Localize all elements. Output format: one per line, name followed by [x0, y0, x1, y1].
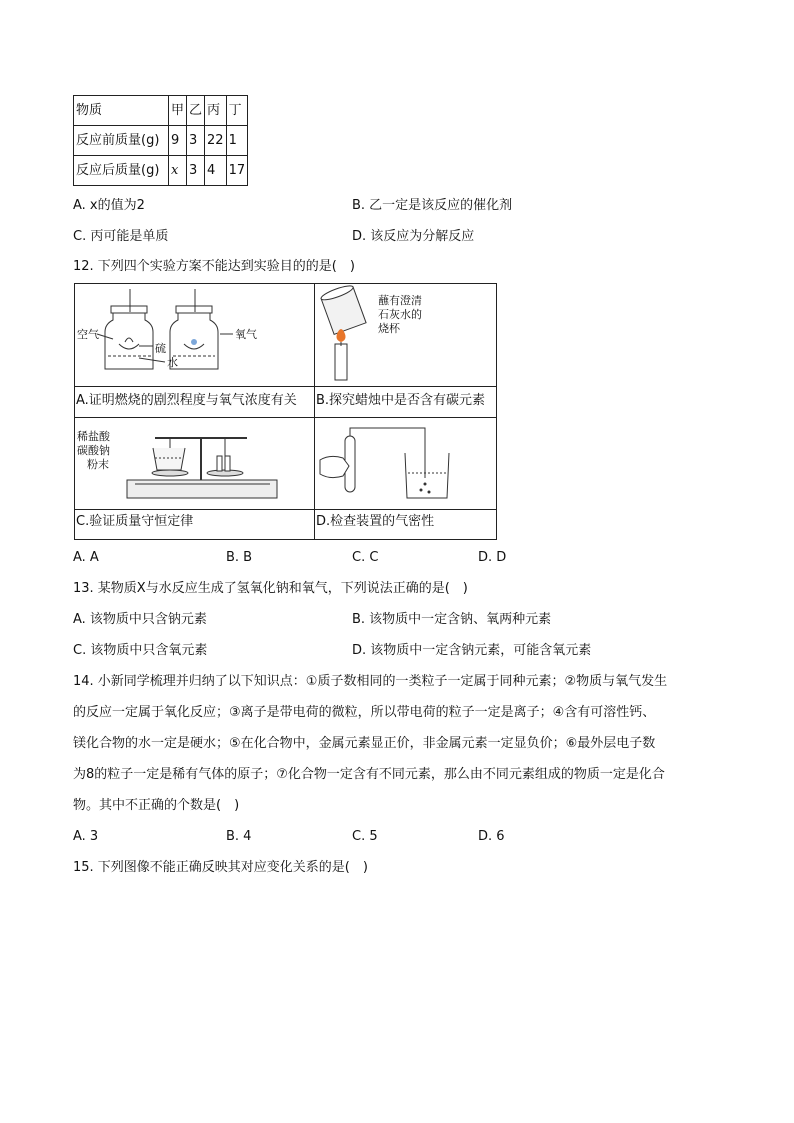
table-cell: 9 — [169, 126, 187, 156]
label-oxygen: 氧气 — [235, 328, 257, 341]
q12-stem: 12. 下列四个实验方案不能达到实验目的的是( ) — [73, 259, 355, 274]
table-cell: 1 — [226, 126, 248, 156]
table-cell: 反应前质量(g) — [74, 126, 169, 156]
table-cell: 4 — [205, 156, 227, 186]
table-cell: 3 — [187, 126, 205, 156]
label-carbonate-line1: 碳酸钠 — [77, 444, 110, 457]
q13-option-c: C. 该物质中只含氧元素 — [73, 643, 208, 658]
q11-option-d: D. 该反应为分解反应 — [352, 229, 475, 244]
q14-text-line: 物。其中不正确的个数是( ) — [73, 798, 240, 813]
table-header-cell: 乙 — [187, 96, 205, 126]
table-cell: 17 — [226, 156, 248, 186]
label-air: 空气 — [77, 328, 99, 341]
q14-option-d: D. 6 — [478, 829, 505, 844]
label-beaker-line1: 蘸有澄清 — [378, 294, 422, 307]
table-cell: x — [169, 156, 187, 186]
table-header-row — [74, 96, 248, 126]
q13-stem: 13. 某物质X与水反应生成了氢氧化钠和氧气，下列说法正确的是( ) — [73, 581, 468, 596]
q11-option-a: A. x的值为2 — [73, 198, 145, 213]
table-header-cell: 甲 — [169, 96, 187, 126]
grid-divider — [75, 509, 496, 510]
table-cell: 3 — [187, 156, 205, 186]
q14-option-c: C. 5 — [352, 829, 378, 844]
caption-d: D.检查装置的气密性 — [316, 514, 435, 529]
label-acid: 稀盐酸 — [77, 430, 110, 443]
table-header-cell: 丙 — [205, 96, 227, 126]
q14-text-line: 为8的粒子一定是稀有气体的原子；⑦化合物一定含有不同元素，那么由不同元素组成的物质一定是化合 — [73, 767, 665, 782]
q11-option-b: B. 乙一定是该反应的催化剂 — [352, 198, 513, 213]
label-water: 水 — [167, 356, 178, 369]
q14-text-line: 14. 小新同学梳理并归纳了以下知识点：①质子数相同的一类粒子一定属于同种元素；②物质与氧气发生 — [73, 674, 668, 689]
label-beaker-line3: 烧杯 — [378, 322, 400, 335]
table-row — [74, 156, 248, 186]
q13-option-b: B. 该物质中一定含钠、氧两种元素 — [352, 612, 552, 627]
q12-option-d: D. D — [478, 550, 507, 565]
q12-option-a: A. A — [73, 550, 99, 565]
figure-d-airtightness — [315, 418, 498, 509]
caption-c: C.验证质量守恒定律 — [76, 514, 194, 529]
mass-table — [73, 95, 248, 186]
q14-text-line: 的反应一定属于氧化反应；③离子是带电荷的微粒，所以带电荷的粒子一定是离子；④含有可溶性钙、 — [73, 705, 656, 720]
label-beaker-line2: 石灰水的 — [378, 308, 422, 321]
grid-divider — [75, 386, 496, 387]
q14-option-b: B. 4 — [226, 829, 252, 844]
table-header-cell: 丁 — [226, 96, 248, 126]
experiment-grid — [74, 283, 497, 540]
q14-text-line: 镁化合物的水一定是硬水；⑤在化合物中，金属元素显正价，非金属元素一定显负价；⑥最外层电子数 — [73, 736, 656, 751]
table-cell: 22 — [205, 126, 227, 156]
table-cell: 反应后质量(g) — [74, 156, 169, 186]
label-sulfur: 硫 — [155, 342, 166, 355]
q12-option-b: B. B — [226, 550, 253, 565]
caption-a: A.证明燃烧的剧烈程度与氧气浓度有关 — [76, 393, 297, 408]
q11-option-c: C. 丙可能是单质 — [73, 229, 169, 244]
table-header-cell: 物质 — [74, 96, 169, 126]
q14-option-a: A. 3 — [73, 829, 99, 844]
q12-option-c: C. C — [352, 550, 379, 565]
figure-c-balance — [75, 418, 314, 509]
q15-stem: 15. 下列图像不能正确反映其对应变化关系的是( ) — [73, 860, 368, 875]
label-carbonate-line2: 粉末 — [87, 458, 109, 471]
figure-a-combustion-jars — [75, 284, 314, 386]
q13-option-d: D. 该物质中一定含钠元素，可能含氧元素 — [352, 643, 592, 658]
table-row — [74, 126, 248, 156]
caption-b: B.探究蜡烛中是否含有碳元素 — [316, 393, 486, 408]
q13-option-a: A. 该物质中只含钠元素 — [73, 612, 207, 627]
